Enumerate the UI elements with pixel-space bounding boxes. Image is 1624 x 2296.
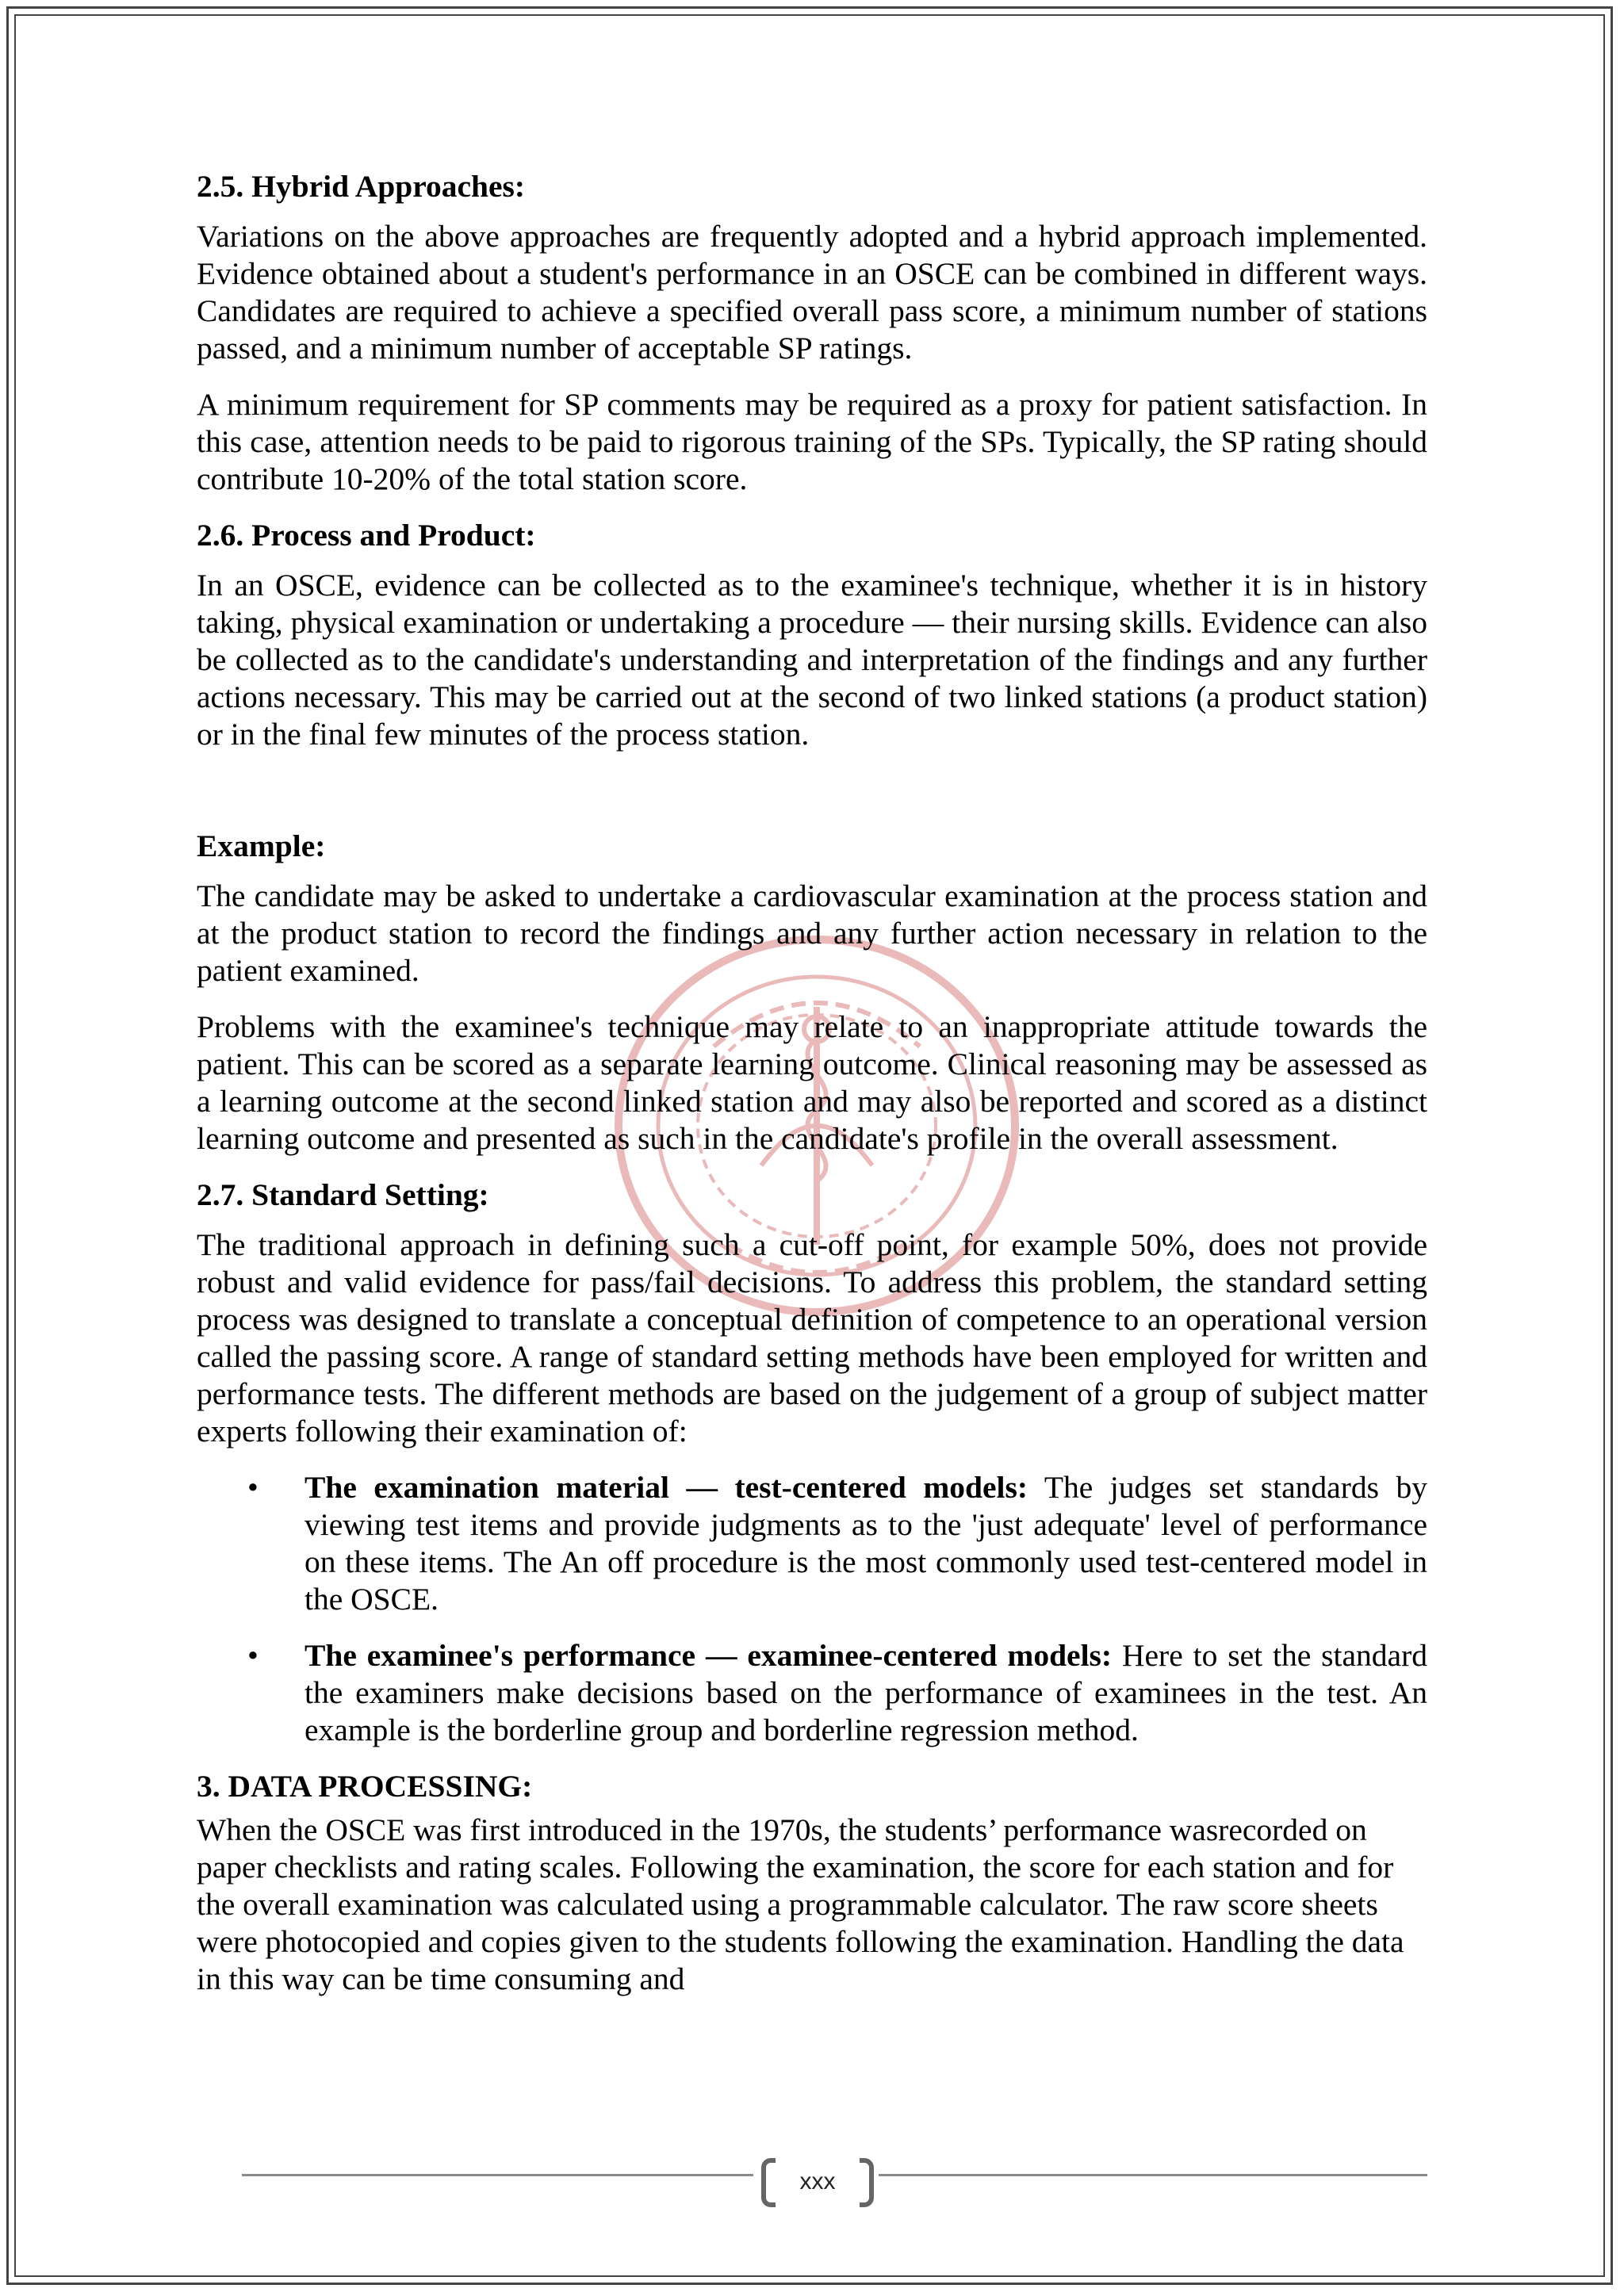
- bullet-bold-lead: The examinee's performance — examinee-centered models:: [304, 1638, 1113, 1673]
- footer-bracket-left-icon: [761, 2158, 776, 2207]
- paragraph-process-product: In an OSCE, evidence can be collected as to the examinee's technique, whether it is in history taking, physical examination or undertaking a procedure — their nursing skills. Evidence can also be collected as to the candidate's understanding and interpretation of the findings and any further actions necessary. This may be carried out at the second of two linked stations (a product station) or in the final few minutes of the process station.: [197, 568, 1427, 752]
- bullet-bold-lead: The examination material — test-centered models:: [304, 1470, 1028, 1505]
- heading-example: Example:: [197, 828, 326, 863]
- heading-process-product: 2.6. Process and Product:: [197, 518, 536, 553]
- footer-bracket-right-icon: [860, 2158, 874, 2207]
- heading-standard-setting: 2.7. Standard Setting:: [197, 1177, 489, 1212]
- paragraph-standard-setting: The traditional approach in defining such a cut-off point, for example 50%, does not provide robust and valid evidence for pass/fail decisions. To address this problem, the standard setting process was designed to translate a conceptual definition of competence to an operational version called the passing score. A range of standard setting methods have been employed for written and performance tests. The different methods are based on the judgement of a group of subject matter experts following their examination of:: [197, 1227, 1427, 1448]
- list-item: [197, 1469, 1427, 1618]
- paragraph-hybrid-2: A minimum requirement for SP comments may be required as a proxy for patient satisfaction. In this case, attention needs to be paid to rigorous training of the SPs. Typically, the SP rating should contribute 10-20% of the total station score.: [197, 387, 1427, 496]
- paragraph-example-1: The candidate may be asked to undertake a cardiovascular examination at the process station and at the product station to record the findings and any further action necessary in relation to the patient examined.: [197, 878, 1427, 988]
- footer-rule-right: [879, 2174, 1427, 2176]
- footer-rule-left: [242, 2174, 753, 2176]
- bullet-icon: •: [247, 1470, 259, 1505]
- bullet-list: [197, 1469, 1427, 1749]
- paragraph-example-2: Problems with the examinee's technique may relate to an inappropriate attitude towards the patient. This can be scored as a separate learning outcome. Clinical reasoning may be assessed as a learning outcome at the second linked station and may also be reported and scored as a distinct learning outcome and presented as such in the candidate's profile in the overall assessment.: [197, 1009, 1427, 1156]
- bullet-text: The judges set standards by viewing test items and provide judgments as to the 'just adequate' level of performance on these items. The An off procedure is the most commonly used test-centered model in the OSCE.: [304, 1470, 1427, 1617]
- bullet-text: Here to set the standard the examiners make decisions based on the performance of examinees in the test. An example is the borderline group and borderline regression method.: [304, 1638, 1427, 1747]
- paragraph-data-processing: When the OSCE was first introduced in the 1970s, the students’ performance wasrecorded on paper checklists and rating scales. Following the examination, the score for each station and for the overall examination was calculated using a programmable calculator. The raw score sheets were photocopied and copies given to the students following the examination. Handling the data in this way can be time consuming and: [197, 1812, 1404, 1996]
- bullet-icon: •: [247, 1638, 259, 1673]
- page-content: [197, 168, 1427, 2017]
- page-number: xxx: [799, 2168, 836, 2195]
- heading-data-processing: 3. DATA PROCESSING:: [197, 1769, 533, 1804]
- list-item: [197, 1637, 1427, 1749]
- paragraph-hybrid-1: Variations on the above approaches are frequently adopted and a hybrid approach implemented. Evidence obtained about a student's performance in an OSCE can be combined in different ways. Candidates are required to achieve a specified overall pass score, a minimum number of stations passed, and a minimum number of acceptable SP ratings.: [197, 219, 1427, 365]
- heading-hybrid-approaches: 2.5. Hybrid Approaches:: [197, 169, 526, 204]
- section-spacer: [197, 772, 1427, 828]
